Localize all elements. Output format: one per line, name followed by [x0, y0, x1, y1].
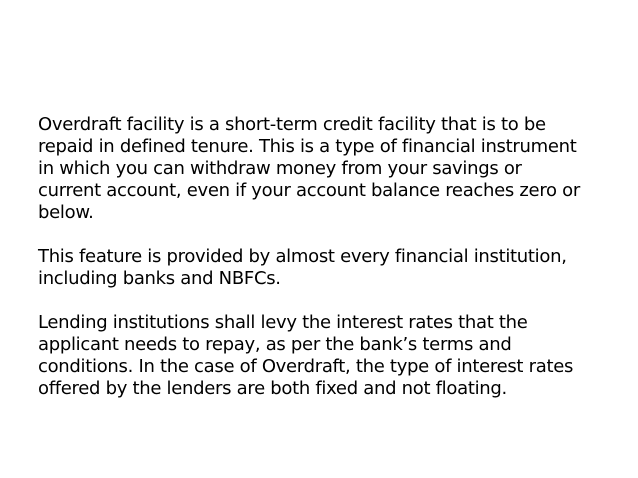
- paragraph-overdraft-definition: [38, 114, 608, 224]
- text-line: conditions. In the case of Overdraft, the type of interest rates: [38, 356, 574, 377]
- text-line: current account, even if your account balance reaches zero or: [38, 180, 580, 201]
- text-line: repaid in defined tenure. This is a type of financial instrument: [38, 136, 577, 157]
- text-line: offered by the lenders are both fixed and not floating.: [38, 378, 507, 399]
- paragraph-interest-rates: [38, 312, 608, 400]
- text-line: in which you can withdraw money from your savings or: [38, 158, 522, 179]
- text-line: Overdraft facility is a short-term credit facility that is to be: [38, 114, 546, 135]
- text-line: including banks and NBFCs.: [38, 268, 281, 289]
- text-line: below.: [38, 202, 94, 223]
- slide-body: [38, 114, 608, 422]
- paragraph-providers: [38, 246, 608, 290]
- text-line: Lending institutions shall levy the interest rates that the: [38, 312, 528, 333]
- text-line: applicant needs to repay, as per the bank’s terms and: [38, 334, 512, 355]
- text-line: This feature is provided by almost every financial institution,: [38, 246, 567, 267]
